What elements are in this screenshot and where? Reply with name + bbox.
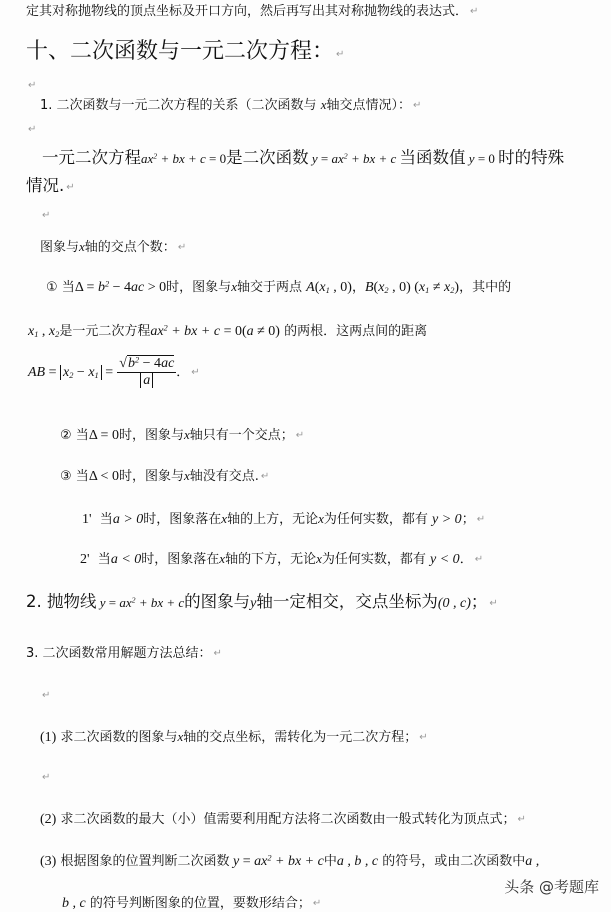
empty-paragraph xyxy=(26,118,36,137)
sub-case-1 xyxy=(82,508,485,528)
empty-paragraph xyxy=(40,766,50,785)
method-2 xyxy=(40,808,526,828)
math-var: x xyxy=(316,551,322,566)
text: 当 xyxy=(75,428,89,443)
text: 图象与 xyxy=(40,240,80,255)
case1-line1: ① 当$\Delta = b^2 - 4ac > 0$时，图象与x轴交于两点 $A(x_1$ , 0)，$B(x_2$ , 0) $(x_1 \ne x_2)$，其中的 xyxy=(46,279,512,296)
text: 的图象与 xyxy=(184,592,251,611)
paragraph-mark-icon: ↵ xyxy=(470,6,479,17)
text: ． xyxy=(459,552,473,567)
text: 时，图象落在 xyxy=(143,512,222,527)
method-1 xyxy=(40,726,428,746)
list-marker: (1) xyxy=(40,730,57,745)
text: 的两根．这两点间的距离 xyxy=(284,324,428,339)
math-var: x xyxy=(183,468,190,483)
coordinate: (0 , c) xyxy=(437,596,471,611)
text: 1. 二次函数与一元二次方程的关系（二次函数与 xyxy=(40,98,317,113)
text: 时，图象与 xyxy=(118,469,184,484)
math-eq: $y = ax^2$ + bx + c xyxy=(229,853,324,869)
math-var: x xyxy=(177,729,184,744)
watermark: 头条 @考题库 xyxy=(504,878,599,896)
text: ； xyxy=(470,592,488,611)
text: ，其中的 xyxy=(459,280,512,295)
text: 轴没有交点. xyxy=(189,469,259,484)
math-var: x xyxy=(183,427,190,442)
math-vars: b , c xyxy=(62,896,86,911)
paragraph-mark-icon: ↵ xyxy=(177,242,187,253)
text: 轴的交点坐标，需转化为一元二次方程； xyxy=(183,730,418,745)
paragraph-mark-icon: ↵ xyxy=(295,430,305,441)
circled-number: ① xyxy=(46,280,58,295)
math-eq: a > 0 xyxy=(112,512,144,527)
text: 时，图象落在 xyxy=(141,552,220,567)
text: 是一元二次方程 xyxy=(59,324,151,339)
text: 轴一定相交，交点坐标为 xyxy=(256,592,438,611)
distance-lhs: AB = $x_2 - x_1$ = xyxy=(28,365,114,381)
distance-fraction: $\frac{√b^2 - 4ac}{a}$ xyxy=(119,355,175,388)
list-marker: (3) xyxy=(40,854,57,869)
text: 一元二次方程 xyxy=(42,148,141,167)
paragraph-mark-icon: ↵ xyxy=(42,210,51,221)
distance-formula: AB = $x_2 - x_1$ = $\frac{√b^2 - 4ac}{a}$ ． ↵ xyxy=(28,355,200,388)
text: 3. 二次函数常用解题方法总结： xyxy=(26,646,212,661)
text: 当 xyxy=(97,552,111,567)
math-eq: Δ < 0 xyxy=(88,469,119,484)
relation-paragraph-line1 xyxy=(42,144,564,168)
text: 时，图象与 xyxy=(166,280,232,295)
text: 为任何实数，都有 xyxy=(321,552,426,567)
text: 轴只有一个交点； xyxy=(189,428,294,443)
circled-number: ③ xyxy=(60,469,72,484)
math-eq: $ax^2$ + bx + c = 0(a ≠ 0) xyxy=(150,323,280,339)
text: 求二次函数的图象与 xyxy=(60,730,178,745)
top-line xyxy=(26,0,478,19)
paragraph-mark-icon: ↵ xyxy=(28,124,37,135)
case3 xyxy=(60,465,269,485)
circled-number: ② xyxy=(60,428,72,443)
empty-paragraph xyxy=(40,204,50,223)
text: 根据图象的位置判断二次函数 xyxy=(60,854,230,869)
math-var: x xyxy=(219,551,226,566)
text: 轴交于两点 xyxy=(236,280,302,295)
paragraph-mark-icon: ↵ xyxy=(42,690,51,701)
method-3-line2 xyxy=(62,892,321,912)
math-eq: Δ = 0 xyxy=(88,428,119,443)
paragraph-mark-icon: ↵ xyxy=(213,648,222,659)
method-3-line1 xyxy=(40,850,539,870)
text: 定其对称抛物线的顶点坐标及开口方向，然后再写出其对称抛物线的表达式． xyxy=(26,4,469,19)
paragraph-mark-icon: ↵ xyxy=(476,514,486,525)
sub-marker: 1' xyxy=(82,512,92,527)
sub-marker: 2' xyxy=(80,552,90,567)
text: 当 xyxy=(99,512,113,527)
text: 的符号，或由二次函数中 xyxy=(382,854,526,869)
math-eq: y > 0 xyxy=(432,512,462,527)
text: 求二次函数的最大（小）值需要利用配方法将二次函数由一般式转化为顶点式； xyxy=(60,812,516,827)
text: 轴的下方，无论 xyxy=(225,552,317,567)
text: ； xyxy=(461,512,475,527)
text: 当 xyxy=(75,469,89,484)
text: 当函数值 xyxy=(399,148,466,167)
paragraph-mark-icon: ↵ xyxy=(312,898,322,909)
relation-paragraph-line2 xyxy=(26,172,75,196)
point-a: $A(x_1$ , 0) xyxy=(306,280,352,296)
text: 轴的上方，无论 xyxy=(227,512,319,527)
paragraph-mark-icon: ↵ xyxy=(260,471,270,482)
math-var: a , xyxy=(525,854,540,869)
text: 轴的交点个数： xyxy=(84,240,176,255)
math-eq: $\Delta = b^2 - 4ac > 0$ xyxy=(74,279,167,295)
roots-vars: $x_1$ , $x_2$ xyxy=(28,324,60,340)
text: 情况. xyxy=(26,176,65,195)
text: 中 xyxy=(323,854,337,869)
section-title xyxy=(26,34,344,65)
math-var: x xyxy=(318,511,324,526)
math-var: x xyxy=(231,279,237,294)
math-eq: y = 0 xyxy=(465,151,495,166)
text: 当 xyxy=(61,280,75,295)
text: 时，图象与 xyxy=(118,428,184,443)
section-title-text: 十、二次函数与一元二次方程： xyxy=(26,39,335,64)
case1-line2 xyxy=(28,320,427,340)
paragraph-mark-icon: ↵ xyxy=(191,367,200,378)
math-eq: $ax^2$ + bx + c = 0 xyxy=(141,151,227,166)
paragraph-mark-icon: ↵ xyxy=(412,100,422,111)
paragraph-mark-icon: ↵ xyxy=(474,554,484,565)
math-var: x xyxy=(320,97,327,112)
text: 的符号判断图象的位置，要数形结合； xyxy=(89,896,311,911)
paragraph-mark-icon: ↵ xyxy=(42,772,51,783)
point-b: $B(x_2$ , 0) $(x_1 \ne x_2)$ xyxy=(364,280,460,296)
case2 xyxy=(60,424,304,444)
empty-paragraph xyxy=(26,74,36,93)
math-var: x xyxy=(221,511,228,526)
list-marker: (2) xyxy=(40,812,57,827)
paragraph-mark-icon: ↵ xyxy=(66,182,75,193)
empty-paragraph xyxy=(40,684,50,703)
math-vars: a , b , c xyxy=(336,854,379,869)
text: 轴交点情况）： xyxy=(326,98,411,113)
paragraph-mark-icon: ↵ xyxy=(28,80,37,91)
item3-title xyxy=(26,642,222,661)
intersection-count-label xyxy=(40,236,186,255)
math-var: y xyxy=(250,596,257,611)
math-eq: y < 0 xyxy=(430,552,460,567)
item2 xyxy=(26,588,498,612)
paragraph-mark-icon: ↵ xyxy=(489,598,498,609)
paragraph-mark-icon: ↵ xyxy=(419,732,428,743)
math-eq: $y = ax^2$ + bx + c xyxy=(96,595,185,610)
math-var: x xyxy=(79,239,85,254)
paragraph-mark-icon: ↵ xyxy=(517,814,526,825)
text: 2. 抛物线 xyxy=(26,592,97,611)
text: 是二次函数 xyxy=(226,148,309,167)
text: 时的特殊 xyxy=(498,148,565,167)
sub-case-2 xyxy=(80,548,483,568)
math-eq: a < 0 xyxy=(110,552,142,567)
item1-title xyxy=(40,94,421,113)
paragraph-mark-icon: ↵ xyxy=(336,49,345,60)
math-eq: $y = ax^2$ + bx + c xyxy=(308,151,400,166)
text: 为任何实数，都有 xyxy=(323,512,428,527)
